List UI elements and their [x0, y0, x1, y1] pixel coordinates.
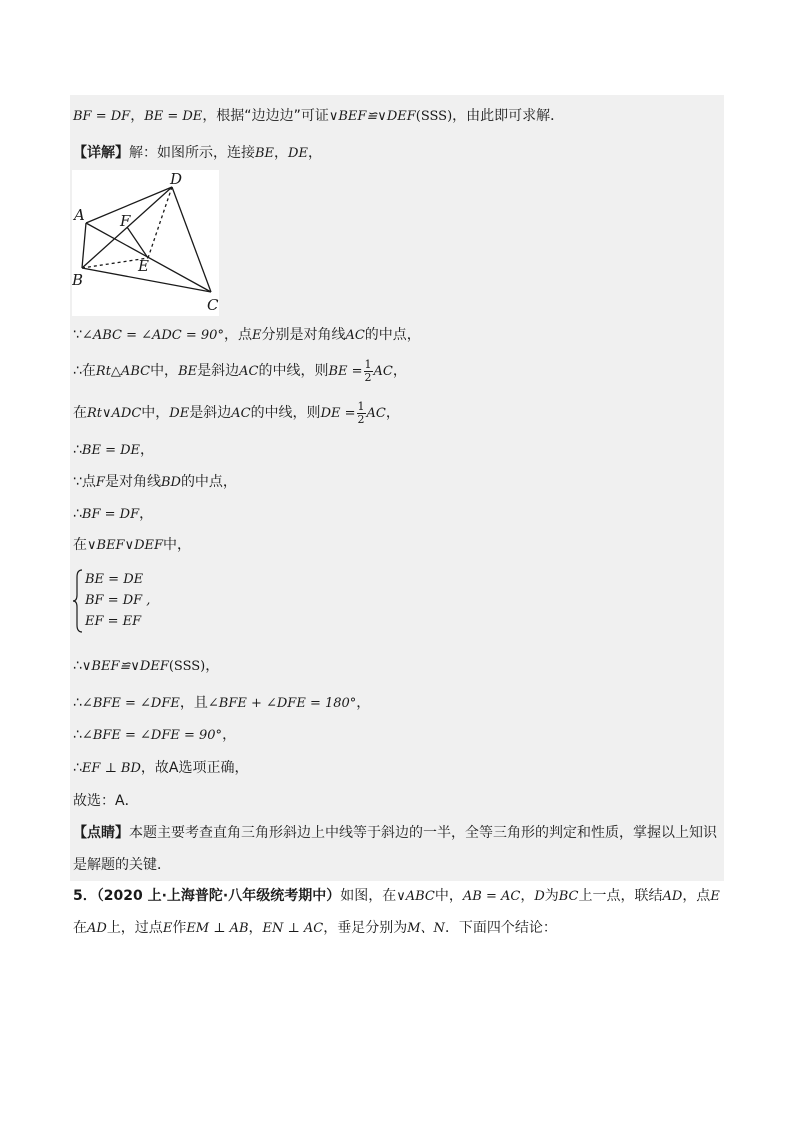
detail-label: 【详解】	[73, 145, 129, 161]
quadrilateral-diagram	[72, 170, 219, 316]
equation-1: BE = DE	[85, 572, 144, 587]
label-a: A	[74, 206, 85, 224]
geometry-figure	[72, 170, 219, 316]
proof-line: ∴BF = DF，	[73, 506, 154, 522]
comment-line: 【点睛】本题主要考查直角三角形斜边上中线等于斜边的一半，全等三角形的判定和性质，掌握以上知识	[73, 825, 717, 841]
equation-3: EF = EF	[85, 614, 142, 629]
fraction-half: $\frac{1}{2}$	[357, 399, 365, 426]
proof-line: ∴∠BFE = ∠DFE = 90°，	[73, 727, 237, 743]
label-e: E	[138, 257, 149, 275]
label-b: B	[72, 271, 84, 289]
proof-line: ∵∠ABC = ∠ADC = 90°，点E分别是对角线AC的中点，	[73, 327, 421, 343]
left-brace-icon	[73, 569, 83, 633]
proof-line: 在∨BEF∨DEF中，	[73, 537, 192, 553]
label-f: F	[120, 212, 131, 230]
proof-line: 在Rt∨ADC中，DE是斜边AC的中线，则DE = $\frac{1}{2}$ AC，	[73, 399, 400, 426]
proof-line: ∴EF ⊥ BD，故A选项正确，	[73, 760, 249, 776]
question-line: 5．（2020 上·上海普陀·八年级统考期中）如图，在∨ABC中，AB = AC，D为BC上一点，联结AD，点E	[73, 888, 720, 904]
proof-line: ∵点F是对角线BD的中点，	[73, 474, 237, 490]
segment-ab	[82, 223, 86, 268]
proof-line: ∴在Rt△ABC中，BE是斜边AC的中线，则BE = $\frac{1}{2}$ AC，	[73, 357, 407, 384]
label-c: C	[207, 296, 219, 314]
comment-label: 【点睛】	[73, 825, 129, 841]
proof-line: ∴∠BFE = ∠DFE，且∠BFE + ∠DFE = 180°，	[73, 695, 371, 711]
proof-line: ∴BE = DE，	[73, 442, 155, 458]
analysis-line: BF = DF，BE = DE，根据“边边边”可证∨BEF≌∨DEF(SSS)，由此即可求解．	[73, 108, 565, 124]
segment-dc	[172, 187, 211, 292]
segment-ef	[127, 227, 148, 258]
fraction-half: $\frac{1}{2}$	[364, 357, 372, 384]
proof-line: ∴∨BEF≌∨DEF(SSS)，	[73, 658, 220, 674]
question-line: 在AD上，过点E作EM ⊥ AB，EN ⊥ AC，垂足分别为M、N．下面四个结论：	[73, 920, 557, 936]
comment-line: 是解题的关键．	[73, 857, 171, 873]
question-source: 5．（2020 上·上海普陀·八年级统考期中）	[73, 888, 341, 904]
detail-heading-line: 【详解】解：如图所示，连接BE，DE，	[73, 145, 322, 161]
answer-line: 故选：A．	[73, 793, 139, 809]
label-d: D	[170, 170, 183, 188]
equation-lines	[85, 569, 150, 632]
equation-2: BF = DF ,	[85, 593, 151, 608]
